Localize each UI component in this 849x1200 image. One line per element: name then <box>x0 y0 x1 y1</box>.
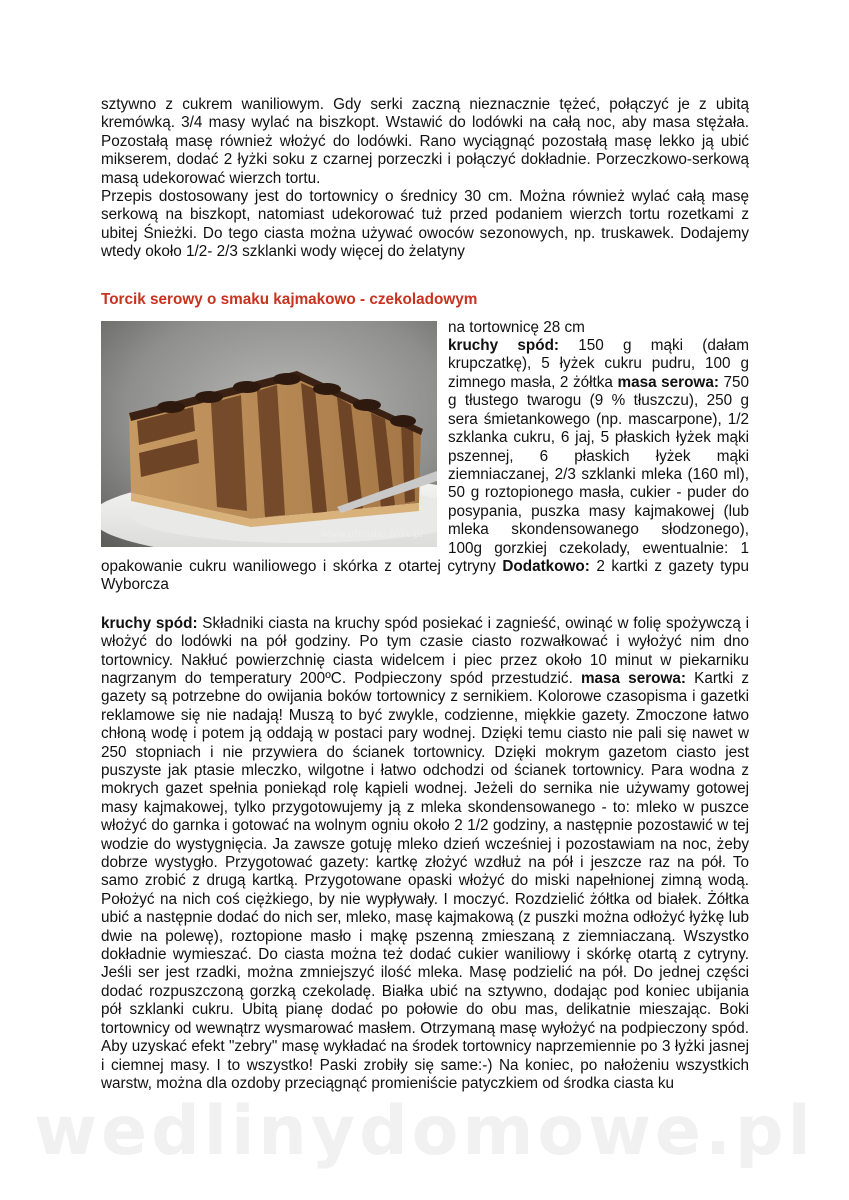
dodatkowo-ingredients: 2 kartki z gazety typu Wyborcza <box>101 557 749 594</box>
body-paragraph: Przepis dostosowany jest do tortownicy o średnicy 30 cm. Można również wylać całą masę serkową na biszkopt, natomiast udekorować tuż przed podaniem wierzch tortu rozetkami z ubitej Śnieżki. Do tego ciasta można używać owoców sezonowych, np. truskawek. Dodajemy wtedy około 1/2- 2/3 szklanki wody więcej do żelatyny <box>101 188 749 261</box>
label-dodatkowo: Dodatkowo: <box>502 557 590 575</box>
preparation-paragraph <box>101 615 749 1094</box>
recipe-title: Torcik serowy o smaku kajmakowo - czekoladowym <box>101 290 478 308</box>
intro-text: na tortownicę 28 cm <box>448 318 585 336</box>
masa-instructions: Kartki z gazety są potrzebne do owijania boków tortownicy z sernikiem. Kolorowe czasopisma i gazetki reklamowe się nie nadają! Muszą to być zwykle, codzienne, miękkie gazety. Zmoczone łatwo chłoną wodę i potem ją oddają w postaci pary wodnej. Dzięki temu ciasto nie pali się nawet w 250 stopniach i nie przywiera do ścianek tortownicy. Dzięki mokrym gazetom ciasto jest puszyste jak ptasie mleczko, wilgotne i łatwo odchodzi od ścianek tortownicy. Para wodna z mokrych gazet spełnia poniekąd rolę kąpieli wodnej. Jeżeli do sernika nie używamy gotowej masy kajmakowej, tylko przygotowujemy ją z mleka skondensowanego - to: mleko w puszce włożyć do garnka i gotować na wolnym ogniu około 2 1/2 godziny, a następnie pozostawić w tej wodzie do wystygnięcia. Ja zawsze gotuję mleko dzień wcześniej i pozostawiam na noc, żeby dobrze wystygło. Przygotować gazety: kartkę złożyć wzdłuż na pół i jeszcze raz na pół. To samo zrobić z drugą kartką. Przygotowane opaski włożyć do miski napełnionej zimną wodą. Położyć na nich coś ciężkiego, by nie wypływały. I moczyć. Rozdzielić żółtka od białek. Żółtka ubić a następnie dodać do nich ser, mleko, masę kajmakową (z puszki można odłożyć łyżkę lub dwie na polewę), roztopione masło i mąkę pszenną zmieszaną z ziemniaczaną. Wszystko dokładnie wymieszać. Do ciasta można też dodać cukier waniliowy i skórkę otartą z cytryny. Jeśli ser jest rzadki, można zmniejszyć ilość mleka. Masę podzielić na pół. Do jednej części dodać rozpuszczoną gorzką czekoladę. Białka ubić na sztywno, dodając pod koniec ubijania pół szklanki cukru. Ubitą pianę dodać po połowie do obu mas, delikatnie mieszając. Boki tortownicy od wewnątrz wysmarować masłem. Otrzymaną masę wyłożyć na podpieczony spód. Aby uzyskać efekt "zebry" masę wykładać na środek tortownicy naprzemiennie po 3 łyżki jasnej i ciemnej masy. I to wszystko! Paski zrobiły się same:-) Na koniec, po nałożeniu wszystkich warstw, można dla ozdoby przeciągnąć promieniście patyczkiem od środka ciasta ku <box>101 669 749 1092</box>
site-watermark: wedlinydomowe.pl <box>34 1092 815 1171</box>
cake-photo <box>101 321 437 547</box>
previous-recipe-ending <box>101 96 749 262</box>
spod-instructions: Składniki ciasta na kruchy spód posiekać i zagnieść, owinąć w folię spożywczą i włożyć do lodówki na pół godziny. Po tym czasie ciasto rozwałkować i wyłożyć nim dno tortownicy. Nakłuć powierzchnię ciasta widelcem i piec przez około 10 minut w piekarniku nagrzanym do temperatury 200ºC. Podpieczony spód przestudzić. <box>101 614 749 687</box>
cake-slice-image <box>101 321 437 547</box>
document-page <box>101 96 749 1093</box>
photo-credit: www.atinabc.blox.pl <box>320 528 423 540</box>
label-kruchy-spod: kruchy spód: <box>448 337 560 355</box>
label-masa-serowa: masa serowa: <box>617 373 719 391</box>
recipe-ingredients-section <box>101 319 749 595</box>
masa-ingredients: 750 g tłustego twarogu (9 % tłuszczu), 250 g sera śmietankowego (np. mascarpone), 1/2 szklanka cukru, 6 jaj, 5 płaskich łyżek mąki pszennej, 6 płaskich łyżek mąki ziemniaczanej, 2/3 szklanki mleka (160 ml), 50 g roztopionego masła, cukier - puder do posypania, puszka masy kajmakowej (lub mleka skondensowanego słodzonego), 100g gorzkiej czekolady, ewentualnie: 1 opakowanie cukru waniliowego i skórka z otartej cytryny <box>101 373 749 575</box>
label-masa-serowa-prep: masa serowa: <box>580 669 686 687</box>
spod-ingredients: 150 g mąki (dałam krupczatkę), 5 łyżek cukru pudru, 100 g zimnego masła, 2 żółtka <box>448 337 750 391</box>
label-kruchy-spod-prep: kruchy spód: <box>101 614 198 632</box>
body-paragraph: sztywno z cukrem waniliowym. Gdy serki zaczną nieznacznie tężeć, połączyć je z ubitą kremówką. 3/4 masy wylać na biszkopt. Wstawić do lodówki na całą noc, aby masa stężała. Pozostałą masę również włożyć do lodówki. Rano wyciągnąć pozostałą masę lekko ją ubić mikserem, dodać 2 łyżki soku z czarnej porzeczki i połączyć dokładnie. Porzeczkowo-serkową masą udekorować wierzch tortu. <box>101 96 749 187</box>
